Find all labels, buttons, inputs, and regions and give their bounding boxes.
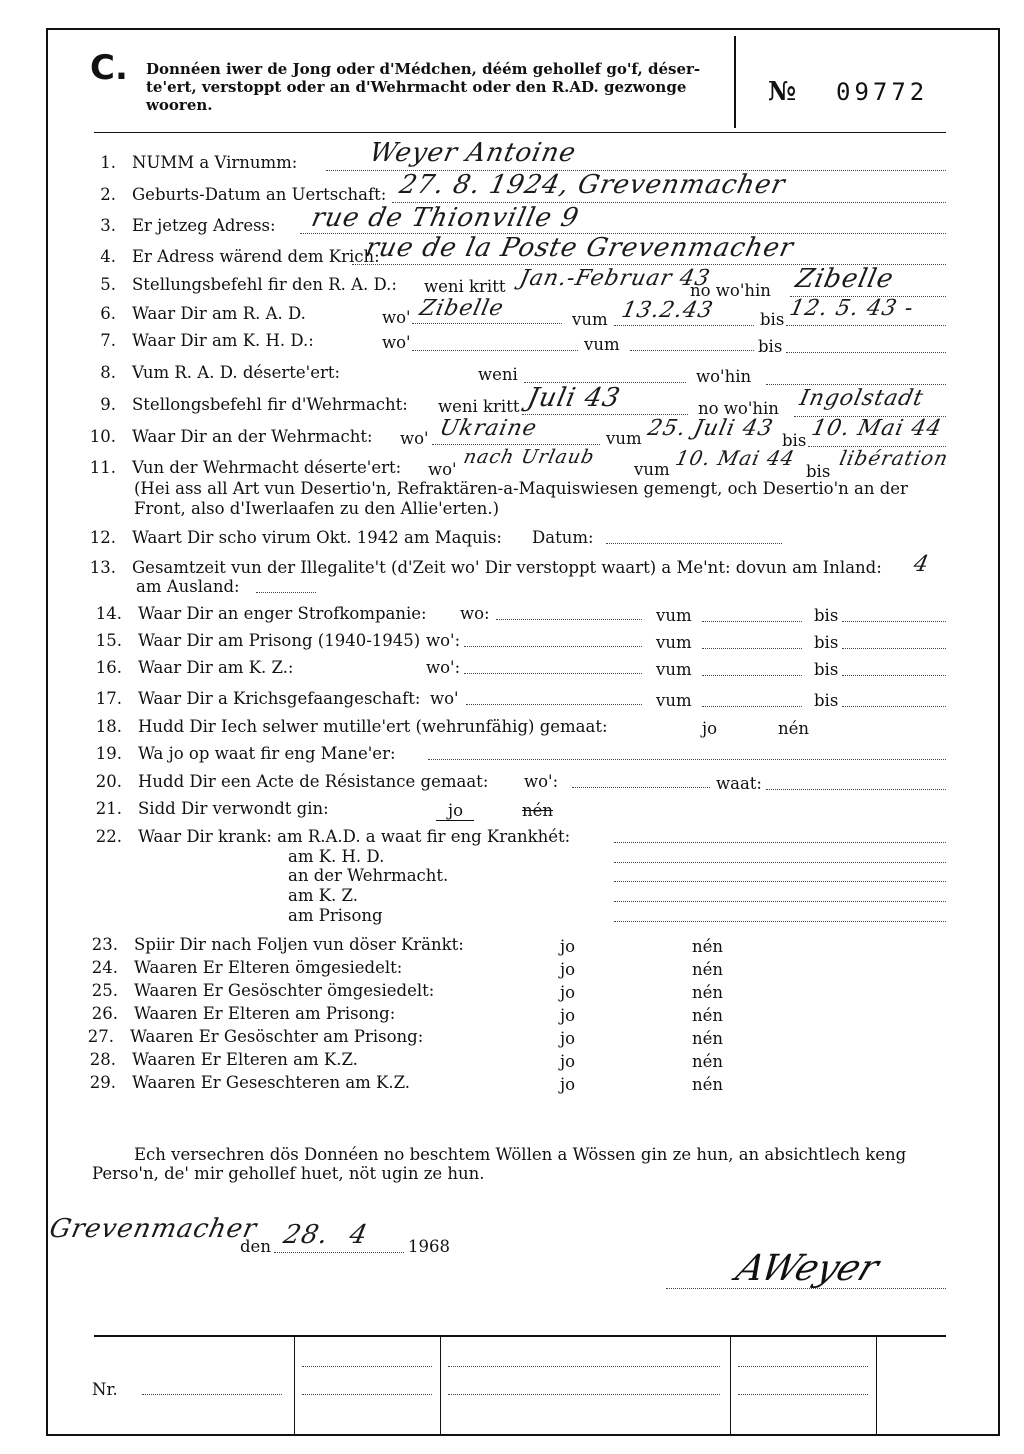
row-number: 22. — [95, 827, 122, 846]
rad-place-line — [412, 323, 562, 324]
desertion-note-line2: Front, also d'Iwerlaafen zu den Allie'erten.) — [134, 499, 500, 518]
footer-line — [738, 1394, 868, 1395]
row-number: 1. — [100, 153, 116, 172]
weni-label: weni — [478, 365, 518, 384]
nen-option: nén — [778, 719, 810, 738]
footer-line — [448, 1366, 720, 1367]
siblings-kz-label: Waaren Er Geseschteren am K.Z. — [132, 1073, 411, 1092]
illness-wehrmacht-label: an der Wehrmacht. — [288, 866, 449, 885]
parents-resettled-label: Waaren Er Elteren ömgesiedelt: — [134, 958, 403, 977]
row-number: 23. — [91, 935, 118, 954]
inland-value: 4 — [911, 552, 932, 577]
birth-value: 27. 8. 1924, Grevenmacher — [396, 170, 789, 200]
khd-to-line — [786, 352, 946, 353]
bis-label: bis — [806, 462, 831, 481]
illness-prisong-label: am Prisong — [288, 906, 383, 925]
wo-label: wo' — [382, 308, 411, 327]
vum-label: vum — [656, 633, 692, 652]
weni-label: weni kritt — [424, 277, 506, 296]
bis-label: bis — [814, 691, 839, 710]
bis-label: bis — [760, 310, 785, 329]
wehrmacht-place-line — [432, 444, 600, 445]
desert-from-value: 10. Mai 44 — [673, 446, 798, 470]
row-number: 19. — [95, 744, 122, 763]
weni-label: weni kritt — [438, 397, 520, 416]
nen-option: nén — [692, 1075, 724, 1094]
form-number: 09772 — [836, 78, 929, 106]
row-number: 13. — [89, 558, 116, 577]
signature: AWeyer — [730, 1248, 885, 1289]
vum-label: vum — [584, 335, 620, 354]
wehrmacht-order-date-line — [522, 414, 688, 415]
wo-label: wo': — [426, 658, 461, 677]
vum-label: vum — [634, 460, 670, 479]
year-value: 1968 — [408, 1237, 450, 1256]
desert-place-value: nach Urlaub — [461, 446, 597, 468]
nen-option-struck: nén — [522, 801, 554, 820]
jo-option: jo — [560, 1075, 576, 1094]
desert-to-value: libération — [837, 446, 951, 470]
address-label: Er jetzeg Adress: — [132, 216, 276, 235]
wounded-label: Sidd Dir verwondt gin: — [138, 799, 329, 818]
vum-label: vum — [656, 660, 692, 679]
footer-line — [738, 1366, 868, 1367]
footer-grid-top — [94, 1335, 946, 1337]
prisong-from-line — [702, 648, 802, 649]
ausland-line — [256, 592, 316, 593]
parents-prisong-label: Waaren Er Elteren am Prisong: — [134, 1004, 396, 1023]
row-number: 11. — [89, 458, 116, 477]
bis-label: bis — [814, 660, 839, 679]
footer-line — [302, 1394, 432, 1395]
wehrmacht-to-value: 10. Mai 44 — [809, 416, 945, 441]
war-address-label: Er Adress wärend dem Krich: — [132, 247, 380, 266]
kz-to-line — [842, 675, 946, 676]
nr-line — [142, 1394, 282, 1395]
illness-khd-line — [614, 862, 946, 863]
resistance-place-line — [572, 787, 710, 788]
illness-kz-label: am K. Z. — [288, 886, 358, 905]
war-address-value: rue de la Poste Grevenmacher — [362, 233, 797, 263]
rad-order-label: Stellungsbefehl fir den R. A. D.: — [132, 275, 397, 294]
rad-to-value: 12. 5. 43 - — [787, 296, 917, 321]
row-number: 7. — [100, 331, 116, 350]
name-label: NUMM a Virnumm: — [132, 153, 298, 172]
illness-rad-line — [614, 842, 946, 843]
section-title: Donnéen iwer de Jong oder d'Médchen, déém gehollef go'f, déser-te'ert, verstoppt oder an d'Wehrmacht oder den R.AD. gezwonge wooren. — [146, 60, 701, 114]
row-number: 5. — [100, 275, 116, 294]
rad-destination-value: Zibelle — [792, 264, 897, 294]
footer-divider — [440, 1335, 441, 1434]
nen-option: nén — [692, 1029, 724, 1048]
wo-label: wo: — [460, 604, 490, 623]
illness-khd-label: am K. H. D. — [288, 847, 385, 866]
illness-label: Waar Dir krank: am R.A.D. a waat fir eng Krankhét: — [138, 827, 571, 846]
maquis-date-line — [606, 543, 782, 544]
wo-label: wo' — [428, 460, 457, 479]
parents-kz-label: Waaren Er Elteren am K.Z. — [132, 1050, 358, 1069]
consequences-label: Spiir Dir nach Foljen vun döser Kränkt: — [134, 935, 464, 954]
bis-label: bis — [758, 337, 783, 356]
jo-option: jo — [702, 719, 718, 738]
row-number: 8. — [100, 363, 116, 382]
pow-to-line — [842, 706, 946, 707]
rad-from-line — [614, 325, 754, 326]
bis-label: bis — [814, 606, 839, 625]
row-number: 14. — [95, 604, 122, 623]
birth-label: Geburts-Datum an Uertschaft: — [132, 185, 387, 204]
row-number: 9. — [100, 395, 116, 414]
prisong-place-line — [464, 646, 642, 647]
den-label: den — [240, 1237, 271, 1256]
place-value: Grevenmacher — [46, 1214, 260, 1244]
bis-label: bis — [782, 431, 807, 450]
footer-divider — [730, 1335, 731, 1434]
resistance-label: Hudd Dir een Acte de Résistance gemaat: — [138, 772, 489, 791]
row-number: 24. — [91, 958, 118, 977]
footer-line — [448, 1394, 720, 1395]
row-number: 6. — [100, 304, 116, 323]
row-number: 16. — [95, 658, 122, 677]
rad-order-date: Jan.-Februar 43 — [517, 266, 713, 291]
illness-wehrmacht-line — [614, 881, 946, 882]
wo-label: wo' — [382, 333, 411, 352]
nr-label: Nr. — [92, 1380, 118, 1399]
section-letter: C. — [90, 48, 128, 88]
row-number: 15. — [95, 631, 122, 650]
illegality-label: Gesamtzeit vun der Illegalite't (d'Zeit wo' Dir verstoppt waart) a Me'nt: dovun am Inland: — [132, 558, 882, 577]
wehrmacht-dest-value: Ingolstadt — [797, 386, 927, 411]
rad-desert-dest-line — [766, 384, 946, 385]
maquis-label: Waart Dir scho virum Okt. 1942 am Maquis: — [132, 528, 502, 547]
wo-label: wo': — [426, 631, 461, 650]
jo-option: jo — [560, 937, 576, 956]
footer-divider — [294, 1335, 295, 1434]
illness-prisong-line — [614, 921, 946, 922]
vum-label: vum — [656, 691, 692, 710]
jo-option-selected: jo — [448, 801, 464, 820]
strof-to-line — [842, 621, 946, 622]
jo-selected-underline — [436, 820, 474, 821]
nen-option: nén — [692, 960, 724, 979]
kz-place-line — [464, 673, 642, 674]
header-separator — [734, 36, 736, 128]
pow-from-line — [702, 706, 802, 707]
ausland-label: am Ausland: — [136, 577, 240, 596]
number-label: № — [768, 77, 797, 107]
desertion-note-line1: (Hei ass all Art vun Desertio'n, Refraktären-a-Maquiswiesen gemengt, och Desertio'n an der — [134, 479, 908, 498]
jo-option: jo — [560, 1029, 576, 1048]
wehrmacht-from-value: 25. Juli 43 — [645, 416, 776, 441]
row-number: 2. — [100, 185, 116, 204]
datum-label: Datum: — [532, 528, 594, 547]
mutilation-label: Hudd Dir Iech selwer mutille'ert (wehrunfähig) gemaat: — [138, 717, 608, 736]
jo-option: jo — [560, 960, 576, 979]
illness-kz-line — [614, 901, 946, 902]
siblings-prisong-label: Waaren Er Gesöschter am Prisong: — [130, 1027, 424, 1046]
footer-divider — [876, 1335, 877, 1434]
rad-to-line — [786, 325, 946, 326]
vum-label: vum — [572, 310, 608, 329]
row-number: 27. — [87, 1027, 114, 1046]
prisong-to-line — [842, 648, 946, 649]
strofkompanie-label: Waar Dir an enger Strofkompanie: — [138, 604, 427, 623]
rad-from-value: 13.2.43 — [619, 298, 716, 323]
wo-label: wo' — [400, 429, 429, 448]
date-line — [274, 1252, 404, 1253]
resistance-what-line — [766, 789, 946, 790]
nowohin-label: no wo'hin — [698, 399, 779, 418]
wohin-label: wo'hin — [696, 367, 752, 386]
row-number: 21. — [95, 799, 122, 818]
pow-place-line — [466, 704, 642, 705]
wo-label: wo': — [524, 772, 559, 791]
jo-option: jo — [560, 983, 576, 1002]
strof-place-line — [496, 619, 642, 620]
row-number: 26. — [91, 1004, 118, 1023]
rad-label: Waar Dir am R. A. D. — [132, 304, 306, 323]
bis-label: bis — [814, 633, 839, 652]
waat-label: waat: — [716, 774, 762, 793]
header-underline — [94, 132, 946, 133]
row-number: 25. — [91, 981, 118, 1000]
kz-label: Waar Dir am K. Z.: — [138, 658, 294, 677]
row-number: 3. — [100, 216, 116, 235]
row-number: 10. — [89, 427, 116, 446]
row-number: 4. — [100, 247, 116, 266]
row-number: 18. — [95, 717, 122, 736]
khd-from-line — [630, 350, 754, 351]
vum-label: vum — [656, 606, 692, 625]
wo-label: wo' — [430, 689, 459, 708]
khd-place-line — [412, 350, 578, 351]
wehrmacht-label: Waar Dir an der Wehrmacht: — [132, 427, 373, 446]
footer-line — [302, 1366, 432, 1367]
bottom-border — [46, 1434, 998, 1436]
khd-label: Waar Dir am K. H. D.: — [132, 331, 314, 350]
prisong-label: Waar Dir am Prisong (1940-1945) — [138, 631, 421, 650]
address-value: rue de Thionville 9 — [308, 203, 582, 233]
row-number: 20. — [95, 772, 122, 791]
wehrmacht-place-value: Ukraine — [437, 416, 540, 441]
rad-place-value: Zibelle — [417, 296, 507, 321]
row-number: 29. — [89, 1073, 116, 1092]
wehrmacht-desert-label: Vun der Wehrmacht déserte'ert: — [132, 458, 402, 477]
manner-label: Wa jo op waat fir eng Mane'er: — [138, 744, 396, 763]
jo-option: jo — [560, 1006, 576, 1025]
jo-option: jo — [560, 1052, 576, 1071]
nen-option: nén — [692, 937, 724, 956]
declaration-line1: Ech versechren dös Donnéen no beschtem Wöllen a Wössen gin ze hun, an absichtlech keng — [134, 1145, 907, 1164]
wehrmacht-order-date: Juli 43 — [524, 383, 624, 413]
kz-from-line — [702, 675, 802, 676]
row-number: 12. — [89, 528, 116, 547]
name-value: Weyer Antoine — [366, 138, 580, 168]
strof-from-line — [702, 621, 802, 622]
nowohin-label: no wo'hin — [690, 281, 771, 300]
nen-option: nén — [692, 983, 724, 1002]
pow-label: Waar Dir a Krichsgefaangeschaft: — [138, 689, 421, 708]
row-number: 28. — [89, 1050, 116, 1069]
manner-line — [428, 759, 946, 760]
declaration-line2: Perso'n, de' mir gehollef huet, nöt ugin ze hun. — [92, 1164, 485, 1183]
rad-desert-label: Vum R. A. D. déserte'ert: — [132, 363, 341, 382]
wehrmacht-order-label: Stellongsbefehl fir d'Wehrmacht: — [132, 395, 408, 414]
row-number: 17. — [95, 689, 122, 708]
nen-option: nén — [692, 1006, 724, 1025]
month-value: 4 — [346, 1220, 371, 1250]
vum-label: vum — [606, 429, 642, 448]
nen-option: nén — [692, 1052, 724, 1071]
siblings-resettled-label: Waaren Er Gesöschter ömgesiedelt: — [134, 981, 435, 1000]
day-value: 28. — [280, 1220, 332, 1250]
